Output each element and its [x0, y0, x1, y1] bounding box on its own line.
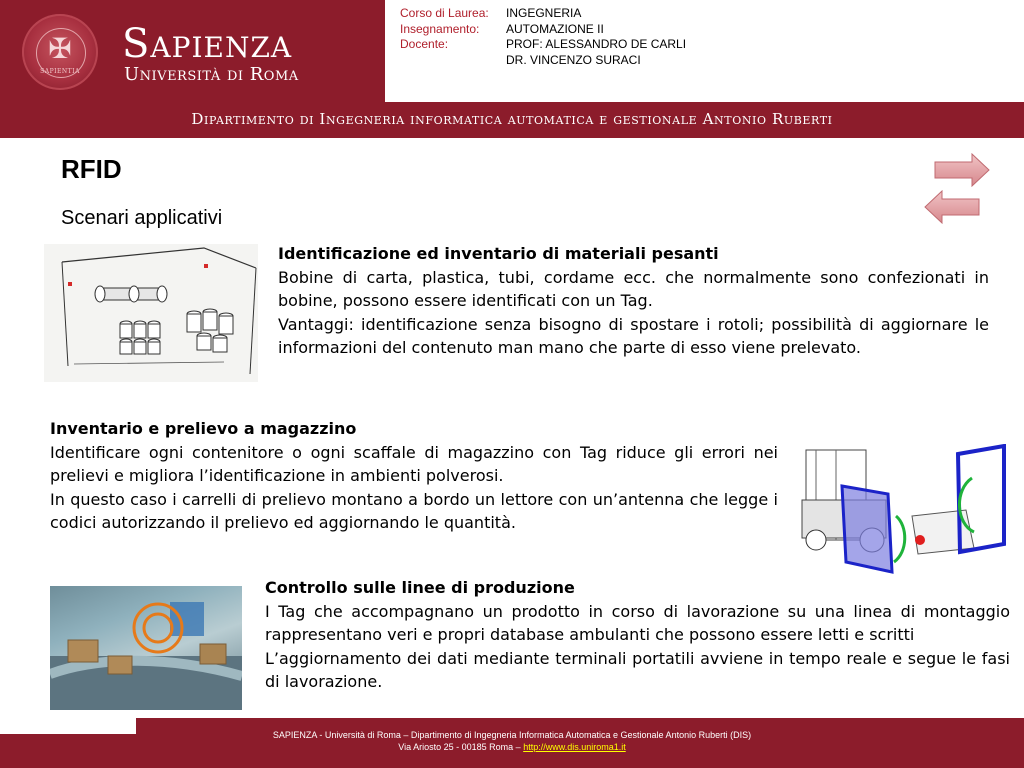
section-paragraph: In questo caso i carrelli di prelievo montano a bordo un lettore con un’antenna che legge i codici autorizzando il prelievo ed aggiornando le quantità.	[50, 489, 778, 532]
teaching-label: Insegnamento:	[400, 21, 480, 36]
seal-emblem-icon: ✠	[48, 32, 72, 65]
university-name: Sapienza	[122, 21, 293, 67]
production-line-image	[50, 586, 242, 710]
university-seal-icon	[22, 14, 98, 90]
course-info-row	[400, 22, 686, 38]
section-paragraph: Identificare ogni contenitore o ogni scaffale di magazzino con Tag riduce gli errori nei prelievi e migliora l’identificazione in ambienti polverosi.	[50, 442, 778, 485]
teacher-value: PROF: ALESSANDRO DE CARLI	[506, 37, 687, 51]
teacher-label-empty	[400, 53, 506, 69]
course-info	[400, 6, 686, 68]
section-paragraph: L’aggiornamento dei dati mediante terminali portatili avviene in tempo reale e segue le fasi di lavorazione.	[265, 648, 1010, 691]
section-heading: Controllo sulle linee di produzione	[265, 578, 575, 597]
slide-title: RFID	[61, 154, 122, 184]
department-website-link[interactable]: http://www.dis.uniroma1.it	[523, 742, 626, 752]
course-info-row	[400, 6, 686, 22]
teacher-value: DR. VINCENZO SURACI	[506, 52, 641, 67]
section-heading: Identificazione ed inventario di materiali pesanti	[278, 244, 719, 263]
teaching-value: AUTOMAZIONE II	[506, 21, 604, 36]
teacher-label: Docente:	[400, 37, 449, 51]
slide-subtitle: Scenari applicativi	[61, 207, 223, 229]
seal-lettering: SAPIENTIA	[40, 68, 80, 75]
footer-address: SAPIENZA - Università di Roma – Dipartimento di Ingegneria Informatica Automatica e Gestionale Antonio Ruberti (DIS)	[272, 730, 752, 740]
footer-contact	[0, 742, 1024, 752]
arrow-right-icon[interactable]	[934, 153, 990, 187]
section-paragraph: I Tag che accompagnano un prodotto in corso di lavorazione su una linea di montaggio rappresentano veri e propri database ambulanti che possono essere letti e scritti	[265, 601, 1010, 644]
section-heading: Inventario e prelievo a magazzino	[50, 419, 357, 438]
section-materials	[278, 242, 989, 360]
course-value: INGEGNERIA	[506, 6, 582, 20]
university-subtitle: Università di Roma	[124, 64, 299, 85]
course-info-row	[400, 37, 686, 53]
section-production	[265, 576, 1010, 694]
paper-rolls-storage-image	[44, 244, 258, 382]
section-warehouse	[50, 417, 778, 535]
footer-street: Via Ariosto 25 - 00185 Roma –	[398, 742, 524, 752]
course-label: Corso di Laurea:	[400, 6, 489, 20]
section-paragraph: Vantaggi: identificazione senza bisogno di spostare i rotoli; possibilità di aggiornare le informazioni del contenuto man mano che parte di esso viene prelevato.	[278, 314, 989, 357]
arrow-left-icon[interactable]	[924, 190, 980, 224]
forklift-rfid-image	[796, 444, 1010, 574]
course-info-row	[400, 53, 686, 69]
department-title: Dipartimento di Ingegneria informatica automatica e gestionale Antonio Ruberti	[191, 110, 833, 128]
section-paragraph: Bobine di carta, plastica, tubi, cordame ecc. che normalmente sono confezionati in bobine, possono essere identificati con un Tag.	[278, 267, 989, 310]
